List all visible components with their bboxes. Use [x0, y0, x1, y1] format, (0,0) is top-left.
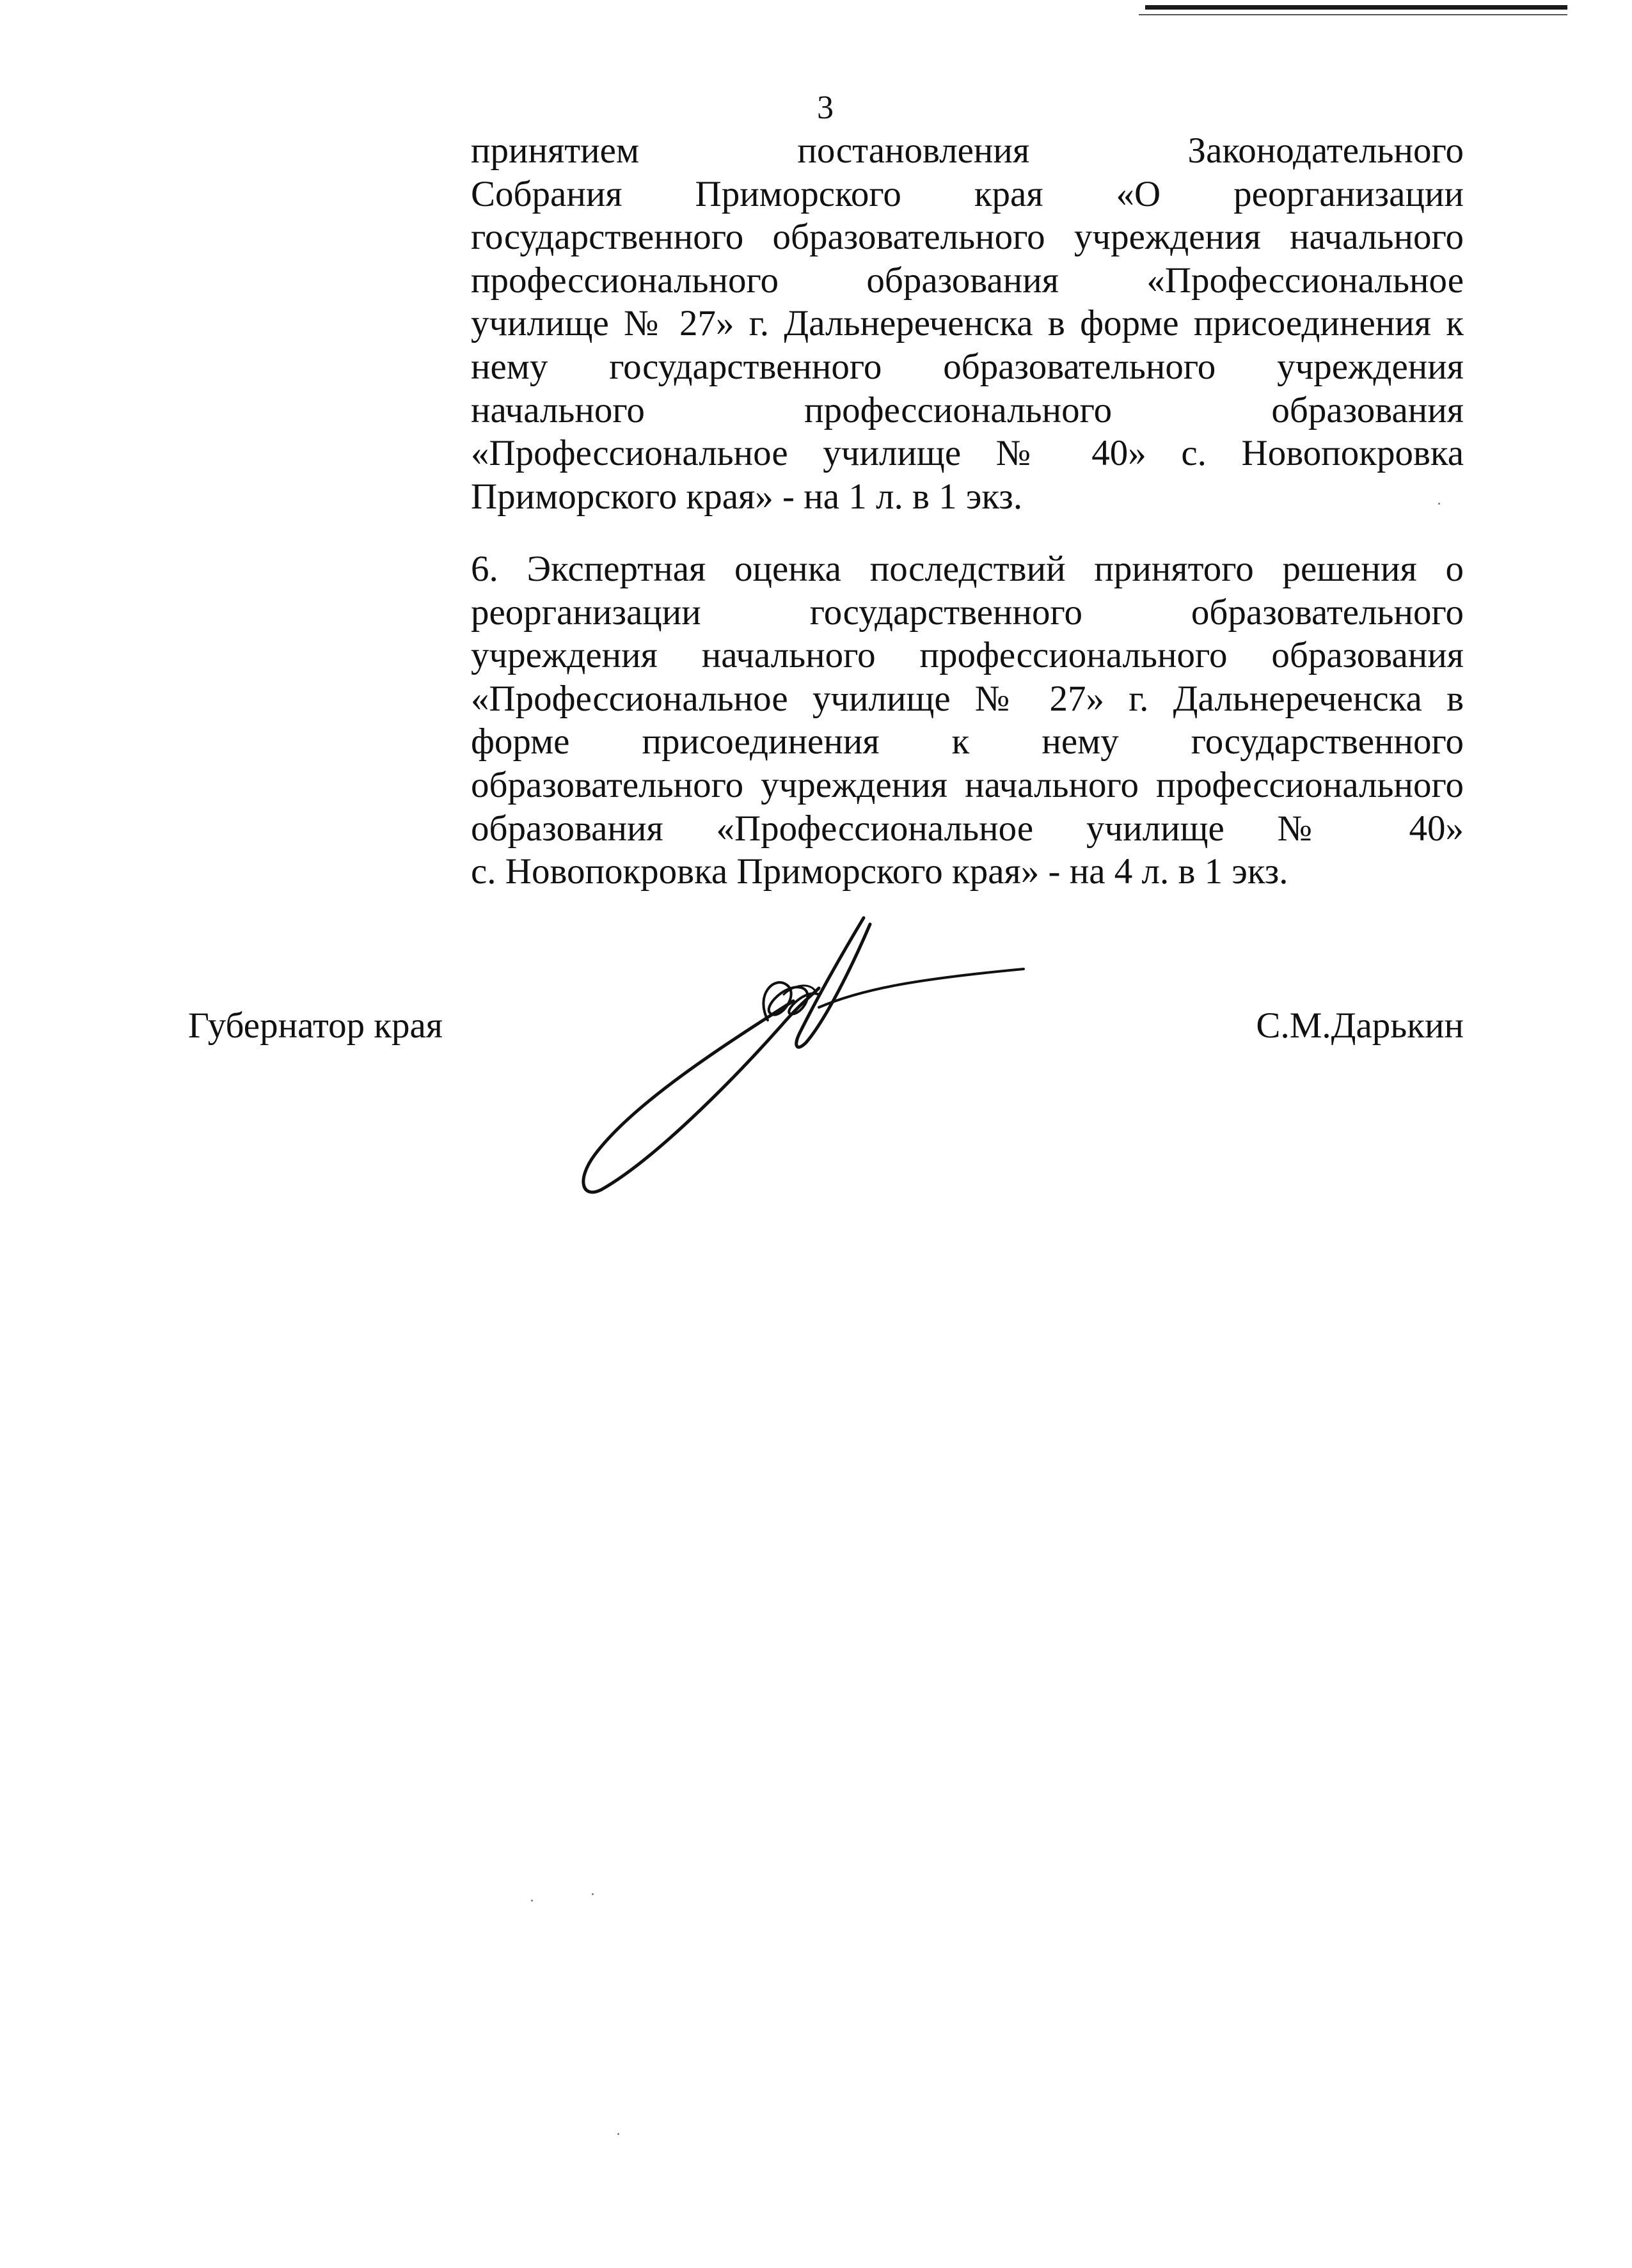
signer-title: Губернатор края	[188, 1005, 443, 1046]
signature-stroke	[583, 988, 819, 1192]
attachment-item-5	[471, 129, 1464, 518]
text-line: с. Новопокровка Приморского края» - на 4 л. в 1 экз.	[471, 851, 1288, 892]
text-line: «Профессиональное училище № 40» с. Новопокровка	[471, 433, 1464, 474]
text-line: государственного образовательного учреждения начального	[471, 217, 1464, 258]
page-number: 3	[817, 90, 834, 126]
text-line: нему государственного образовательного учреждения	[471, 346, 1464, 387]
signature-stroke	[796, 918, 870, 1047]
handwritten-signature	[563, 899, 1049, 1206]
signer-name: С.М.Дарькин	[1256, 1005, 1464, 1046]
scan-speck	[592, 1893, 594, 1895]
attachment-item-6	[471, 547, 1464, 894]
text-line: принятием постановления Законодательного	[471, 130, 1464, 171]
text-line: начального профессионального образования	[471, 390, 1464, 430]
text-line: образовательного учреждения начального профессионального	[471, 764, 1464, 805]
text-line: Собрания Приморского края «О реорганизации	[471, 173, 1464, 214]
scan-speck	[531, 1900, 533, 1902]
signature-stroke	[819, 969, 1024, 1007]
text-line: Приморского края» - на 1 л. в 1 экз.	[471, 476, 1023, 517]
text-line: образования «Профессиональное училище № 40»	[471, 808, 1464, 849]
scan-speck	[617, 2133, 619, 2135]
scan-speck	[1438, 503, 1440, 505]
text-line: форме присоединения к нему государственного	[471, 721, 1464, 762]
text-line: реорганизации государственного образовательного	[471, 592, 1464, 633]
text-line: учреждения начального профессионального образования	[471, 635, 1464, 676]
text-line: «Профессиональное училище № 27» г. Дальнереченска в	[471, 678, 1464, 719]
scan-edge-rule	[1145, 5, 1567, 10]
scan-edge-rule-thin	[1139, 14, 1567, 15]
text-line: 6. Экспертная оценка последствий принятого решения о	[471, 549, 1464, 589]
text-line: профессионального образования «Профессиональное	[471, 260, 1464, 301]
text-line: училище № 27» г. Дальнереченска в форме присоединения к	[471, 303, 1464, 344]
